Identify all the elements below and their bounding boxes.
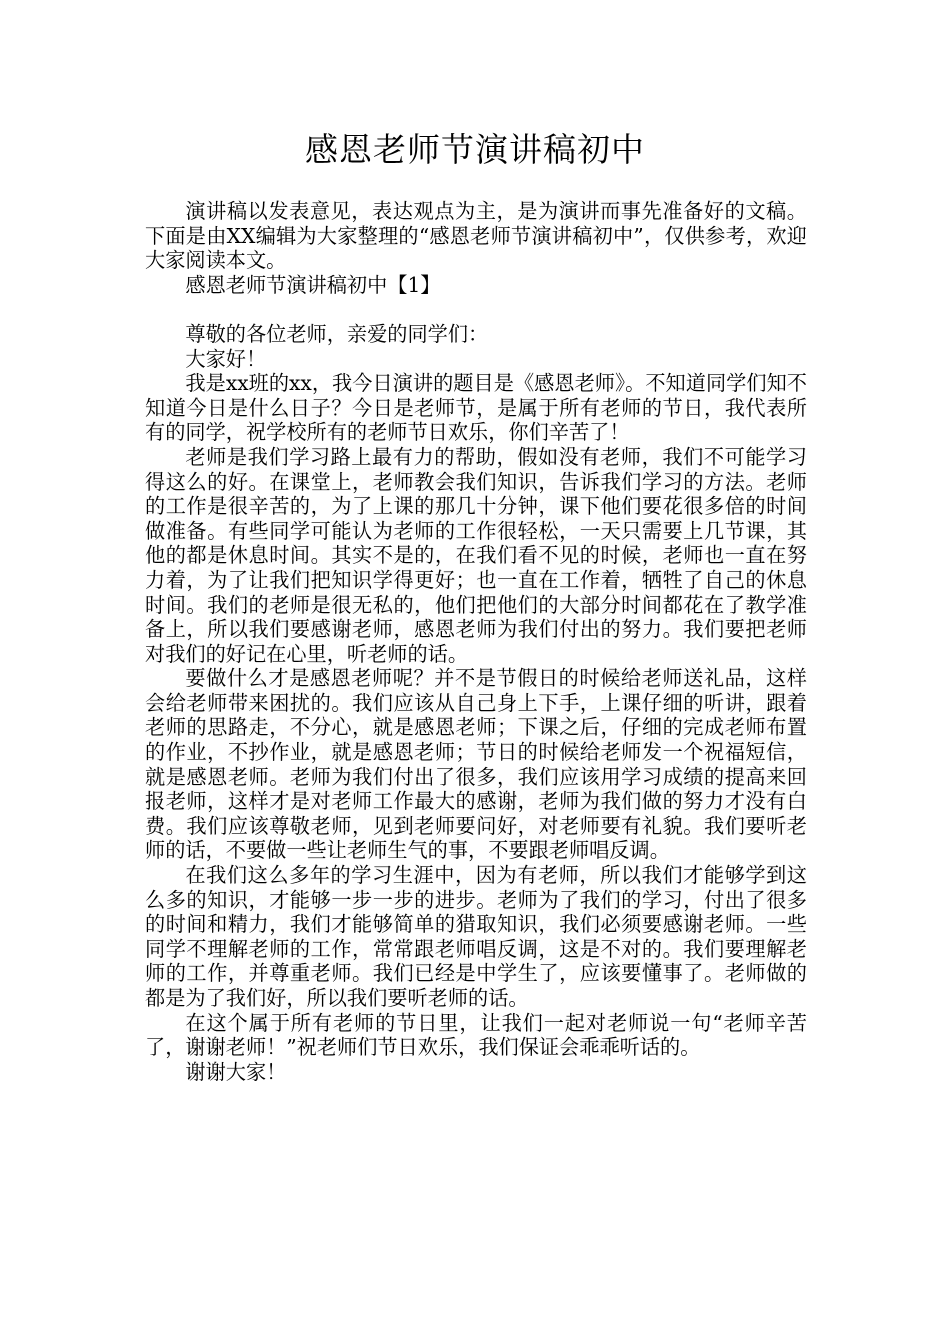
section-heading: 感恩老师节演讲稿初中【1】 — [185, 272, 441, 297]
body-paragraph: 在我们这么多年的学习生涯中，因为有老师，所以我们才能够学到这么多的知识，才能够一步一步的进步。老师为了我们的学习，付出了很多的时间和精力，我们才能够简单的猎取知识，我们必须要感谢老师。一些同学不理解老师的工作，常常跟老师唱反调，这是不对的。我们要理解老师的工作，并尊重老师。我们已经是中学生了，应该要懂事了。老师做的都是为了我们好，所以我们要听老师的话。 — [145, 863, 807, 1010]
intro-paragraph: 演讲稿以发表意见，表达观点为主，是为演讲而事先准备好的文稿。下面是由XX编辑为大家整理的“感恩老师节演讲稿初中”，仅供参考，欢迎大家阅读本文。 — [145, 199, 807, 273]
greeting: 大家好！ — [185, 346, 267, 371]
body-paragraph: 在这个属于所有老师的节日里，让我们一起对老师说一句“老师辛苦了，谢谢老师！”祝老师们节日欢乐，我们保证会乖乖听话的。 — [145, 1010, 807, 1060]
salutation: 尊敬的各位老师，亲爱的同学们： — [185, 321, 489, 346]
document-title: 感恩老师节演讲稿初中 — [305, 130, 645, 169]
blank-line — [145, 297, 807, 322]
body-paragraph: 老师是我们学习路上最有力的帮助，假如没有老师，我们不可能学习得这么的好。在课堂上，老师教会我们知识，告诉我们学习的方法。老师的工作是很辛苦的，为了上课的那几十分钟，课下他们要花很多倍的时间做准备。有些同学可能认为老师的工作很轻松，一天只需要上几节课，其他的都是休息时间。其实不是的，在我们看不见的时候，老师也一直在努力着，为了让我们把知识学得更好；也一直在工作着，牺牲了自己的休息时间。我们的老师是很无私的，他们把他们的大部分时间都花在了教学准备上，所以我们要感谢老师，感恩老师为我们付出的努力。我们要把老师对我们的好记在心里，听老师的话。 — [145, 444, 807, 666]
document-body — [145, 199, 807, 1084]
body-paragraph: 我是xx班的xx，我今日演讲的题目是《感恩老师》。不知道同学们知不知道今日是什么日子？今日是老师节，是属于所有老师的节日，我代表所有的同学，祝学校所有的老师节日欢乐，你们辛苦了！ — [145, 371, 807, 445]
body-paragraph: 要做什么才是感恩老师呢？并不是节假日的时候给老师送礼品，这样会给老师带来困扰的。我们应该从自己身上下手，上课仔细的听讲，跟着老师的思路走，不分心，就是感恩老师；下课之后，仔细的完成老师布置的作业，不抄作业，就是感恩老师；节日的时候给老师发一个祝福短信，就是感恩老师。老师为我们付出了很多，我们应该用学习成绩的提高来回报老师，这样才是对老师工作最大的感谢，老师为我们做的努力才没有白费。我们应该尊敬老师，见到老师要问好，对老师要有礼貌。我们要听老师的话，不要做一些让老师生气的事，不要跟老师唱反调。 — [145, 666, 807, 863]
closing-line: 谢谢大家！ — [185, 1059, 287, 1084]
